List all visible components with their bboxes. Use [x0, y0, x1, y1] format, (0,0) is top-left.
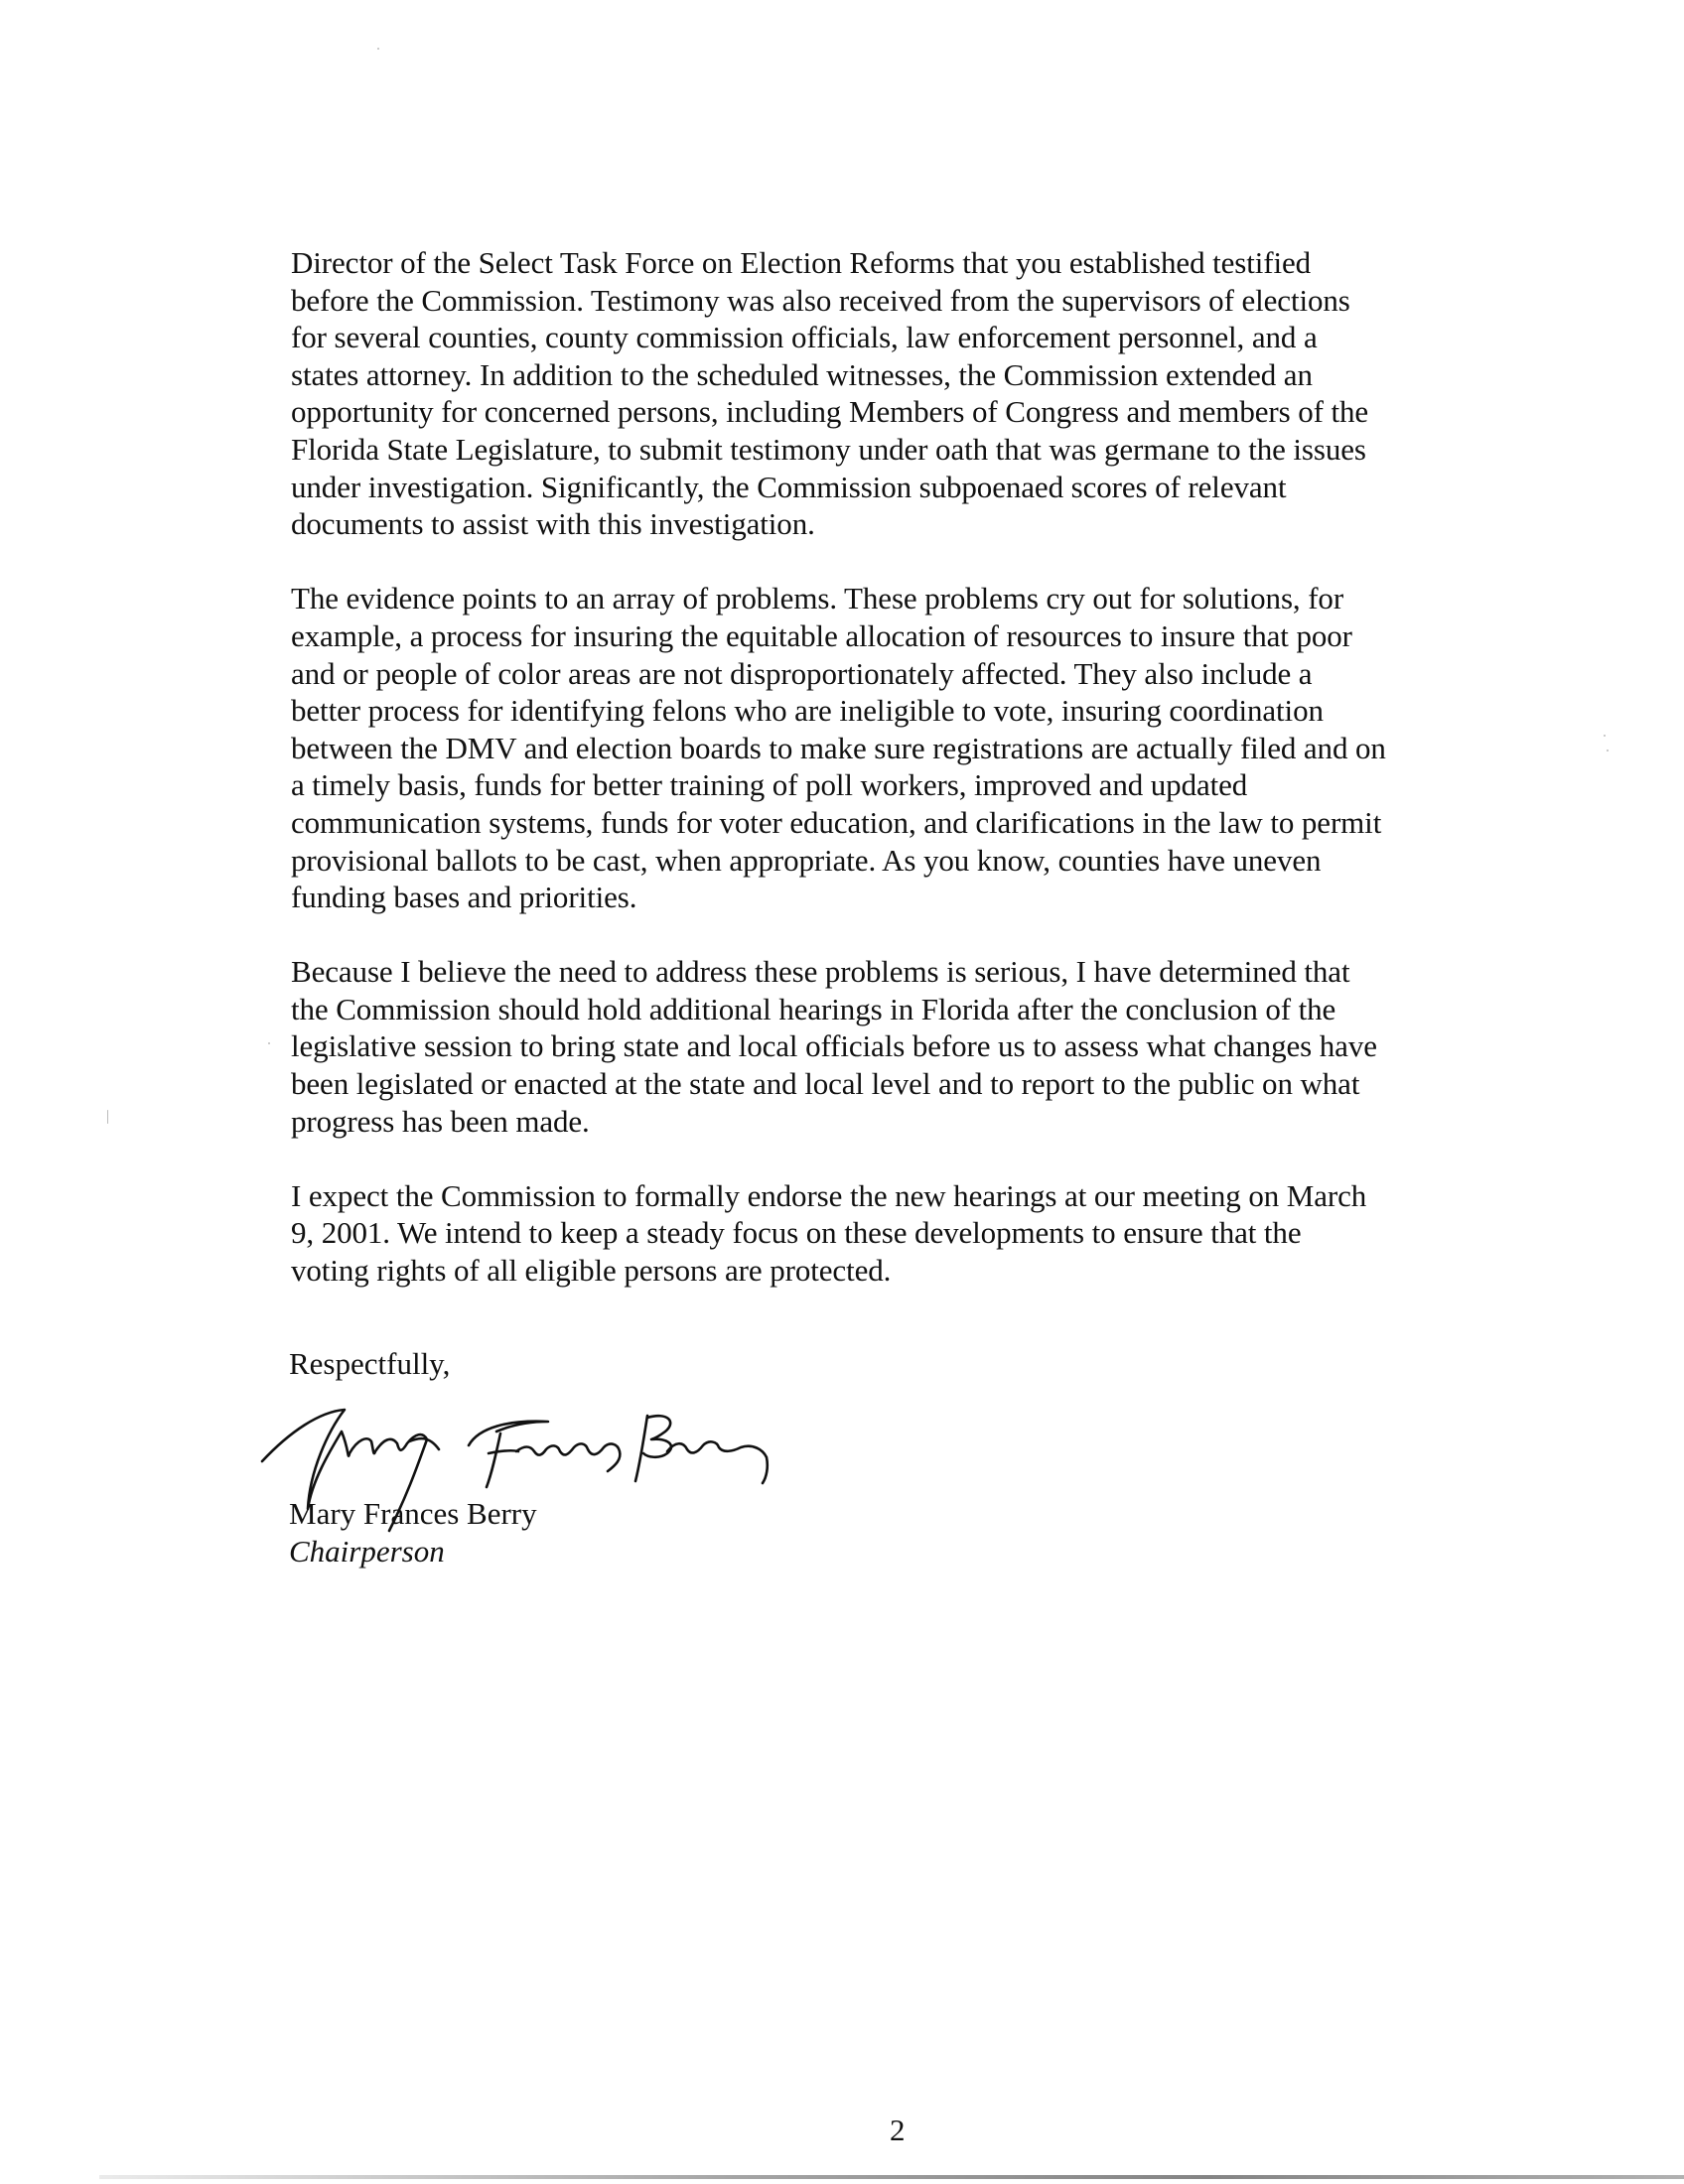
text-line: before the Commission. Testimony was also received from the supervisors of elections: [291, 282, 1350, 318]
paragraph-additional-hearings: [291, 953, 1532, 1140]
text-line: The evidence points to an array of problems. These problems cry out for solutions, for: [291, 581, 1344, 616]
scan-speck: [107, 1110, 108, 1124]
text-line: voting rights of all eligible persons are protected.: [291, 1253, 892, 1289]
text-line: and or people of color areas are not disproportionately affected. They also include a: [291, 655, 1313, 691]
text-line: between the DMV and election boards to make sure registrations are actually filed and on: [291, 730, 1386, 765]
text-line: opportunity for concerned persons, including Members of Congress and members of the: [291, 394, 1369, 430]
text-line: documents to assist with this investigation.: [291, 506, 815, 542]
letter-body: [291, 244, 1532, 1326]
text-line: been legislated or enacted at the state and local level and to report to the public on what: [291, 1066, 1360, 1102]
paragraph-problems: [291, 580, 1532, 915]
signer-name: Mary Frances Berry: [289, 1496, 537, 1531]
page-number: 2: [890, 2113, 906, 2147]
text-line: Florida State Legislature, to submit testimony under oath that was germane to the issues: [291, 431, 1366, 467]
text-line: 9, 2001. We intend to keep a steady focus on these developments to ensure that the: [291, 1215, 1302, 1251]
text-line: Director of the Select Task Force on Election Reforms that you established testified: [291, 245, 1312, 280]
text-line: legislative session to bring state and local officials before us to assess what changes have: [291, 1028, 1377, 1064]
paragraph-testimony: [291, 244, 1532, 543]
scan-speck: [1604, 735, 1606, 737]
text-line: provisional ballots to be cast, when appropriate. As you know, counties have uneven: [291, 842, 1322, 878]
scan-bottom-edge: [99, 2175, 1684, 2179]
scan-speck: [1607, 750, 1609, 751]
text-line: I expect the Commission to formally endorse the new hearings at our meeting on March: [291, 1177, 1367, 1213]
text-line: example, a process for insuring the equitable allocation of resources to insure that poor: [291, 617, 1352, 653]
text-line: under investigation. Significantly, the Commission subpoenaed scores of relevant: [291, 469, 1287, 504]
text-line: a timely basis, funds for better training of poll workers, improved and updated: [291, 767, 1248, 803]
scan-speck: [377, 48, 379, 50]
text-line: better process for identifying felons who are ineligible to vote, insuring coordination: [291, 693, 1324, 729]
text-line: communication systems, funds for voter education, and clarifications in the law to permit: [291, 804, 1382, 840]
text-line: for several counties, county commission officials, law enforcement personnel, and a: [291, 320, 1318, 355]
text-line: the Commission should hold additional hearings in Florida after the conclusion of the: [291, 991, 1336, 1026]
text-line: funding bases and priorities.: [291, 880, 637, 915]
text-line: progress has been made.: [291, 1103, 590, 1139]
signer-title: Chairperson: [289, 1533, 445, 1569]
text-line: Because I believe the need to address these problems is serious, I have determined that: [291, 954, 1350, 990]
paragraph-endorsement: [291, 1177, 1532, 1290]
text-line: states attorney. In addition to the scheduled witnesses, the Commission extended an: [291, 356, 1313, 392]
scan-speck: [268, 1042, 270, 1044]
signature-block: [289, 1495, 537, 1570]
closing-salutation: Respectfully,: [289, 1346, 451, 1381]
